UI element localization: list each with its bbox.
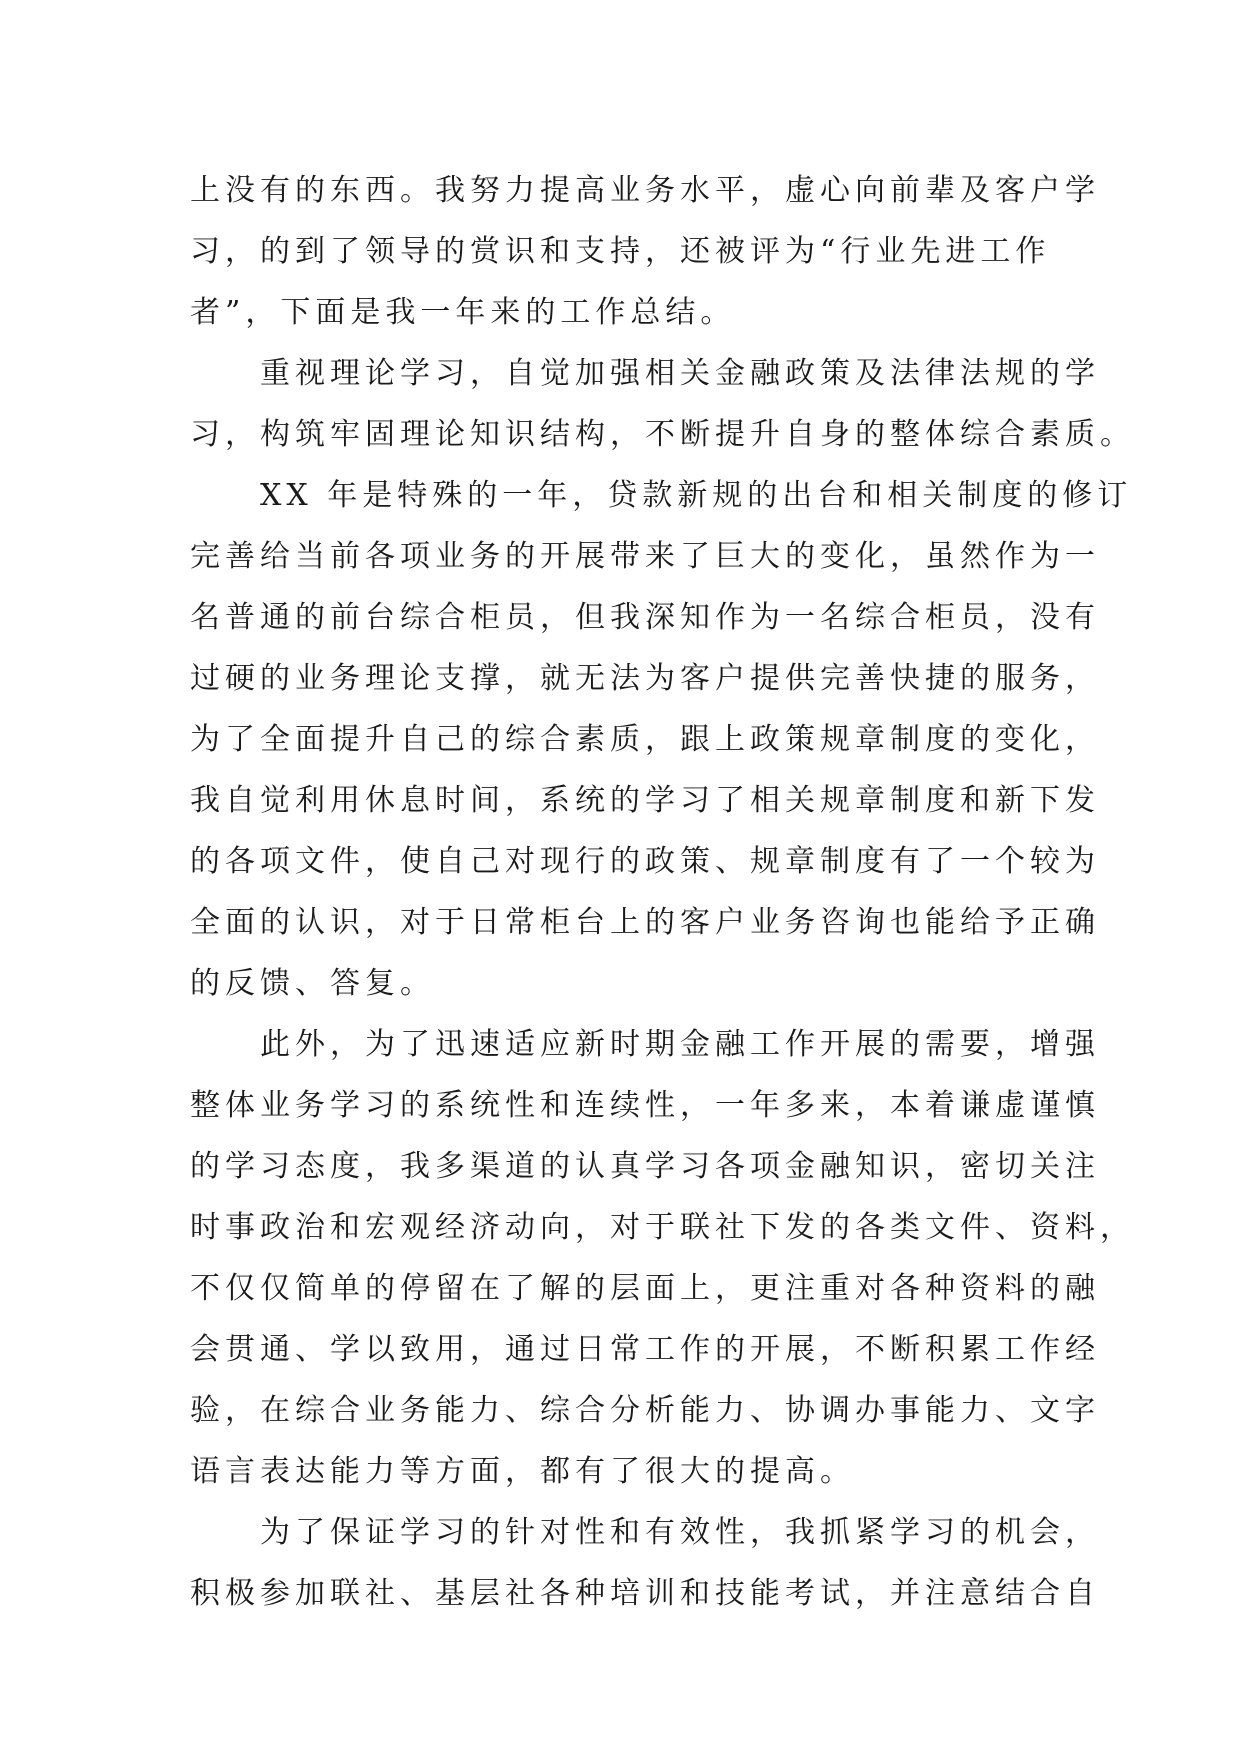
paragraph-3 — [190, 465, 1133, 1014]
paragraph-line: 的学习态度，我多渠道的认真学习各项金融知识，密切关注 — [190, 1149, 1100, 1184]
paragraph-line: 上没有的东西。我努力提高业务水平，虚心向前辈及客户学 — [190, 173, 1100, 208]
paragraph-line: 习，构筑牢固理论知识结构，不断提升自身的整体综合素质。 — [190, 417, 1135, 452]
paragraph-line: 为了全面提升自己的综合素质，跟上政策规章制度的变化， — [190, 722, 1100, 757]
paragraph-line: 整体业务学习的系统性和连续性，一年多来，本着谦虚谨慎 — [190, 1088, 1100, 1123]
paragraph-line: 的各项文件，使自己对现行的政策、规章制度有了一个较为 — [190, 844, 1100, 879]
paragraph-line: 不仅仅简单的停留在了解的层面上，更注重对各种资料的融 — [190, 1271, 1100, 1306]
paragraph-2 — [190, 343, 1135, 465]
paragraph-5 — [190, 1502, 1100, 1624]
paragraph-line: 过硬的业务理论支撑，就无法为客户提供完善快捷的服务， — [190, 661, 1100, 696]
paragraph-line: 此外，为了迅速适应新时期金融工作开展的需要，增强 — [260, 1027, 1100, 1062]
paragraph-line: 验，在综合业务能力、综合分析能力、协调办事能力、文字 — [190, 1393, 1100, 1428]
document-body — [190, 160, 1135, 1624]
paragraph-line: 时事政治和宏观经济动向，对于联社下发的各类文件、资料， — [190, 1210, 1135, 1245]
paragraph-line: 者”，下面是我一年来的工作总结。 — [190, 295, 736, 330]
paragraph-line: 积极参加联社、基层社各种培训和技能考试，并注意结合自 — [190, 1576, 1100, 1611]
paragraph-line: 完善给当前各项业务的开展带来了巨大的变化，虽然作为一 — [190, 539, 1100, 574]
paragraph-line: XX 年是特殊的一年，贷款新规的出台和相关制度的修订 — [260, 478, 1133, 513]
paragraph-line: 我自觉利用休息时间，系统的学习了相关规章制度和新下发 — [190, 783, 1100, 818]
paragraph-line: 会贯通、学以致用，通过日常工作的开展，不断积累工作经 — [190, 1332, 1100, 1367]
paragraph-line: 为了保证学习的针对性和有效性，我抓紧学习的机会， — [260, 1515, 1100, 1550]
paragraph-line: 语言表达能力等方面，都有了很大的提高。 — [190, 1454, 855, 1489]
paragraph-4 — [190, 1014, 1135, 1502]
paragraph-line: 全面的认识，对于日常柜台上的客户业务咨询也能给予正确 — [190, 905, 1100, 940]
paragraph-line: 的反馈、答复。 — [190, 966, 435, 1001]
paragraph-line: 名普通的前台综合柜员，但我深知作为一名综合柜员，没有 — [190, 600, 1100, 635]
paragraph-1 — [190, 160, 1100, 343]
paragraph-line: 重视理论学习，自觉加强相关金融政策及法律法规的学 — [260, 356, 1100, 391]
paragraph-line: 习，的到了领导的赏识和支持，还被评为“行业先进工作 — [190, 234, 1051, 269]
